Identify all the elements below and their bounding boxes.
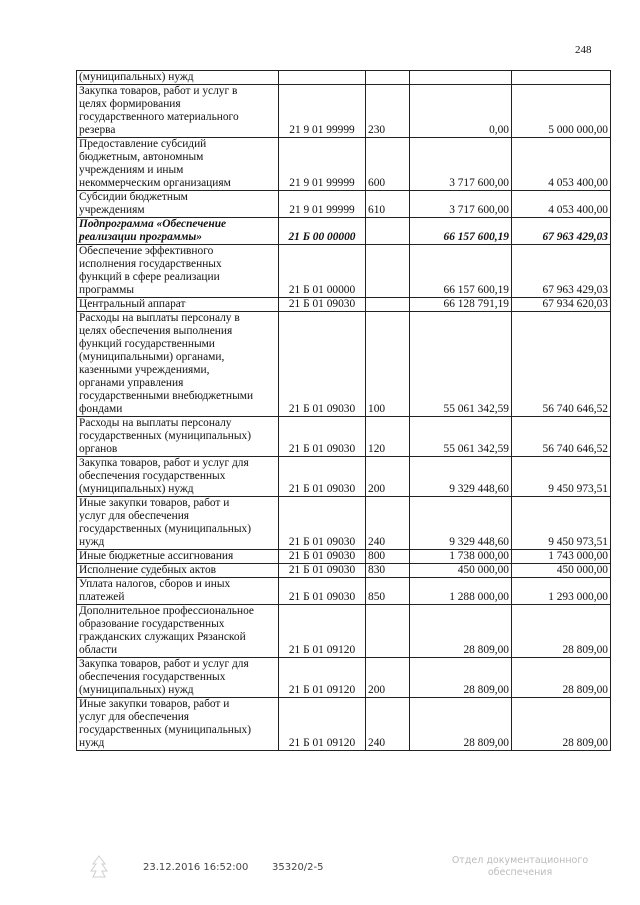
- table-row: [77, 698, 611, 751]
- cell-amount-2016: 55 061 342,59: [410, 312, 512, 417]
- cell-code: 21 Б 01 09120: [279, 605, 366, 658]
- cell-name: Иные бюджетные ассигнования: [77, 550, 279, 564]
- cell-expense-type: 230: [366, 85, 410, 138]
- cell-code: 21 9 01 99999: [279, 85, 366, 138]
- cell-expense-type: 240: [366, 698, 410, 751]
- cell-amount-2016: 1 738 000,00: [410, 550, 512, 564]
- cell-name: Иные закупки товаров, работ и услуг для обеспечения государственных (муниципальных) нужд: [77, 497, 279, 550]
- cell-amount-2017: 67 934 620,03: [512, 298, 611, 312]
- cell-expense-type: [366, 298, 410, 312]
- cell-amount-2016: 1 288 000,00: [410, 578, 512, 605]
- cell-amount-2016: 3 717 600,00: [410, 191, 512, 218]
- cell-expense-type: 200: [366, 658, 410, 698]
- cell-code: 21 Б 01 00000: [279, 245, 366, 298]
- table-row: [77, 457, 611, 497]
- cell-code: 21 Б 01 09030: [279, 578, 366, 605]
- cell-code: 21 Б 01 09030: [279, 497, 366, 550]
- table-row: [77, 191, 611, 218]
- cell-amount-2016: 66 157 600,19: [410, 218, 512, 245]
- table-row: [77, 497, 611, 550]
- cell-amount-2017: 28 809,00: [512, 698, 611, 751]
- cell-name: Обеспечение эффективного исполнения государственных функций в сфере реализации программы: [77, 245, 279, 298]
- cell-name: Иные закупки товаров, работ и услуг для обеспечения государственных (муниципальных) нужд: [77, 698, 279, 751]
- cell-amount-2016: 9 329 448,60: [410, 497, 512, 550]
- cell-expense-type: 120: [366, 417, 410, 457]
- cell-code: 21 Б 01 09120: [279, 698, 366, 751]
- cell-expense-type: [366, 605, 410, 658]
- cell-amount-2017: 4 053 400,00: [512, 191, 611, 218]
- cell-code: 21 Б 01 09030: [279, 312, 366, 417]
- cell-amount-2016: 9 329 448,60: [410, 457, 512, 497]
- cell-amount-2017: 9 450 973,51: [512, 457, 611, 497]
- cell-amount-2017: 450 000,00: [512, 564, 611, 578]
- cell-name: Дополнительное профессиональное образование государственных гражданских служащих Рязанской области: [77, 605, 279, 658]
- cell-name: Уплата налогов, сборов и иных платежей: [77, 578, 279, 605]
- cell-amount-2017: 67 963 429,03: [512, 218, 611, 245]
- cell-expense-type: 850: [366, 578, 410, 605]
- cell-code: 21 Б 00 00000: [279, 218, 366, 245]
- cell-amount-2017: 4 053 400,00: [512, 138, 611, 191]
- table-row: [77, 218, 611, 245]
- cell-expense-type: 100: [366, 312, 410, 417]
- cell-code: 21 9 01 99999: [279, 138, 366, 191]
- table-row: [77, 564, 611, 578]
- cell-code: 21 Б 01 09030: [279, 564, 366, 578]
- cell-expense-type: [366, 218, 410, 245]
- table-row: [77, 417, 611, 457]
- cell-amount-2017: 28 809,00: [512, 658, 611, 698]
- cell-name: Субсидии бюджетным учреждениям: [77, 191, 279, 218]
- budget-table: [76, 70, 611, 751]
- page-number: 248: [575, 44, 592, 56]
- stamp-line-2: обеспечения: [487, 867, 553, 878]
- table-row: [77, 605, 611, 658]
- cell-code: [279, 71, 366, 85]
- cell-amount-2017: 56 740 646,52: [512, 312, 611, 417]
- cell-amount-2016: 55 061 342,59: [410, 417, 512, 457]
- cell-amount-2016: 28 809,00: [410, 698, 512, 751]
- table-row: [77, 550, 611, 564]
- table-row: [77, 138, 611, 191]
- footer-timestamp: 23.12.2016 16:52:00: [143, 862, 249, 873]
- cell-amount-2017: 9 450 973,51: [512, 497, 611, 550]
- cell-name: Закупка товаров, работ и услуг для обеспечения государственных (муниципальных) нужд: [77, 457, 279, 497]
- cell-name: Закупка товаров, работ и услуг для обеспечения государственных (муниципальных) нужд: [77, 658, 279, 698]
- table-row: [77, 71, 611, 85]
- cell-expense-type: 610: [366, 191, 410, 218]
- table-row: [77, 658, 611, 698]
- emblem-icon: [88, 854, 110, 880]
- cell-amount-2017: 5 000 000,00: [512, 85, 611, 138]
- cell-name: Центральный аппарат: [77, 298, 279, 312]
- cell-amount-2016: 66 128 791,19: [410, 298, 512, 312]
- cell-code: 21 Б 01 09030: [279, 298, 366, 312]
- cell-amount-2016: [410, 71, 512, 85]
- table-row: [77, 312, 611, 417]
- table-row: [77, 578, 611, 605]
- cell-amount-2017: 1 293 000,00: [512, 578, 611, 605]
- footer-doc-code: 35320/2-5: [272, 862, 324, 873]
- cell-expense-type: 600: [366, 138, 410, 191]
- cell-code: 21 Б 01 09030: [279, 457, 366, 497]
- cell-code: 21 Б 01 09030: [279, 550, 366, 564]
- cell-amount-2016: 28 809,00: [410, 605, 512, 658]
- cell-amount-2017: 56 740 646,52: [512, 417, 611, 457]
- cell-code: 21 9 01 99999: [279, 191, 366, 218]
- cell-amount-2017: [512, 71, 611, 85]
- cell-code: 21 Б 01 09030: [279, 417, 366, 457]
- cell-name: Закупка товаров, работ и услуг в целях формирования государственного материального резерва: [77, 85, 279, 138]
- table-row: [77, 245, 611, 298]
- cell-name: Исполнение судебных актов: [77, 564, 279, 578]
- cell-amount-2017: 67 963 429,03: [512, 245, 611, 298]
- cell-amount-2016: 66 157 600,19: [410, 245, 512, 298]
- cell-amount-2016: 0,00: [410, 85, 512, 138]
- stamp-line-1: Отдел документационного: [451, 855, 589, 866]
- table-row: [77, 85, 611, 138]
- table-row: [77, 298, 611, 312]
- cell-expense-type: [366, 71, 410, 85]
- cell-expense-type: 830: [366, 564, 410, 578]
- cell-expense-type: [366, 245, 410, 298]
- cell-amount-2016: 28 809,00: [410, 658, 512, 698]
- cell-amount-2017: 1 743 000,00: [512, 550, 611, 564]
- cell-name: Расходы на выплаты персоналу государственных (муниципальных) органов: [77, 417, 279, 457]
- cell-amount-2016: 3 717 600,00: [410, 138, 512, 191]
- cell-expense-type: 240: [366, 497, 410, 550]
- cell-name: Предоставление субсидий бюджетным, автономным учреждениям и иным некоммерческим организациям: [77, 138, 279, 191]
- cell-expense-type: 200: [366, 457, 410, 497]
- office-stamp: [440, 855, 600, 879]
- cell-name: (муниципальных) нужд: [77, 71, 279, 85]
- cell-name: Подпрограмма «Обеспечение реализации программы»: [77, 218, 279, 245]
- cell-amount-2017: 28 809,00: [512, 605, 611, 658]
- cell-name: Расходы на выплаты персоналу в целях обеспечения выполнения функций государственными (муниципальными) органами, казенными учреждениями, органами управления государственными внебюджетными фондами: [77, 312, 279, 417]
- cell-code: 21 Б 01 09120: [279, 658, 366, 698]
- cell-expense-type: 800: [366, 550, 410, 564]
- cell-amount-2016: 450 000,00: [410, 564, 512, 578]
